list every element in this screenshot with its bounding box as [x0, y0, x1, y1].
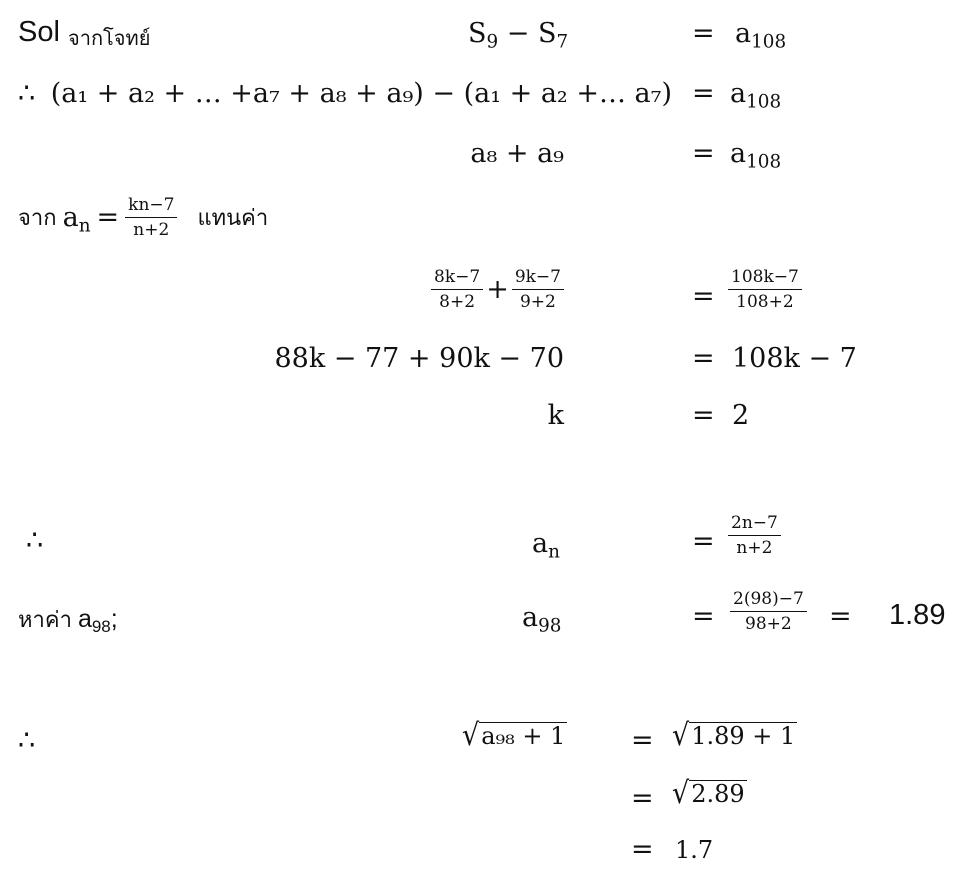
line5-plus: +: [486, 274, 509, 306]
line10-equals: =: [631, 725, 654, 756]
line3-rhs: $a_{108}$: [730, 138, 782, 173]
line1-equals: =: [692, 18, 715, 49]
line1-rhs: $a_{108}$: [735, 18, 787, 53]
line6-lhs: 88k − 77 + 90k − 70: [274, 343, 564, 374]
line2-equals: =: [692, 78, 715, 109]
radical-icon: √: [672, 776, 690, 812]
line4-definition: [18, 196, 268, 239]
line5-fraction-rhs: $\frac{108k-7}{108+2}$: [728, 268, 802, 311]
line10-therefore: ∴: [18, 725, 36, 756]
line10-lhs-radicand: a₉₈ + 1: [481, 722, 566, 750]
line7-lhs: k: [547, 400, 564, 431]
line9-fraction: $\frac{2(98)-7}{98+2}$: [730, 590, 807, 633]
line1-lhs: $S_9 - S_7$: [468, 18, 569, 53]
line2-rhs: $a_{108}$: [730, 78, 782, 113]
line9-prefix: หาค่า: [18, 607, 72, 632]
line12-equals: =: [631, 834, 654, 865]
line8-fraction: $\frac{2n-7}{n+2}$: [728, 514, 781, 557]
line9-equals-2: =: [829, 601, 852, 632]
line3-lhs: a₈ + a₉: [470, 138, 564, 169]
line5-equals: =: [692, 281, 715, 312]
line9-label-var: $a_{98}$;: [77, 605, 118, 637]
line12-rhs: 1.7: [675, 836, 714, 864]
radical-icon: √: [462, 718, 480, 754]
line8-rhs: [728, 514, 781, 557]
line4-prefix: จาก: [18, 205, 57, 231]
line4-var: $a_n$: [62, 202, 91, 237]
line9-result: 1.89: [889, 599, 946, 631]
line11-equals: =: [631, 783, 654, 814]
line5-fraction-2: $\frac{9k-7}{9+2}$: [512, 268, 564, 311]
line11-rhs-sqrt: [672, 776, 747, 812]
line9-label: [18, 602, 118, 637]
sol-label: Sol: [18, 16, 60, 48]
line10-rhs-radicand: 1.89 + 1: [691, 722, 796, 750]
line9-var: $a_{98}$: [522, 602, 562, 637]
sol-subtitle: จากโจทย์: [68, 28, 151, 50]
line9-equals: =: [692, 601, 715, 632]
line8-therefore: ∴: [26, 525, 44, 556]
line5-rhs: [728, 268, 802, 311]
line2-lhs: (a₁ + a₂ + … +a₇ + a₈ + a₉) − (a₁ + a₂ +… a₇): [50, 78, 672, 109]
line8-var: $a_n$: [532, 528, 560, 563]
line10-lhs-sqrt: [462, 718, 567, 754]
line5-fraction-1: $\frac{8k-7}{8+2}$: [431, 268, 483, 311]
line4-fraction: $\frac{kn-7}{n+2}$: [125, 196, 177, 239]
line4-suffix: แทนค่า: [197, 205, 269, 231]
line4-equals: =: [96, 202, 120, 234]
line10-rhs-sqrt: [672, 718, 797, 754]
line7-rhs: 2: [732, 400, 750, 431]
line11-rhs-radicand: 2.89: [691, 780, 745, 808]
line3-equals: =: [692, 138, 715, 169]
line6-rhs: 108k − 7: [732, 343, 857, 374]
radical-icon: √: [672, 718, 690, 754]
line8-equals: =: [692, 526, 715, 557]
line2-therefore: ∴: [18, 78, 36, 109]
line7-equals: =: [692, 400, 715, 431]
line6-equals: =: [692, 343, 715, 374]
line9-rhs: [730, 590, 807, 633]
line5-lhs: [431, 268, 564, 311]
